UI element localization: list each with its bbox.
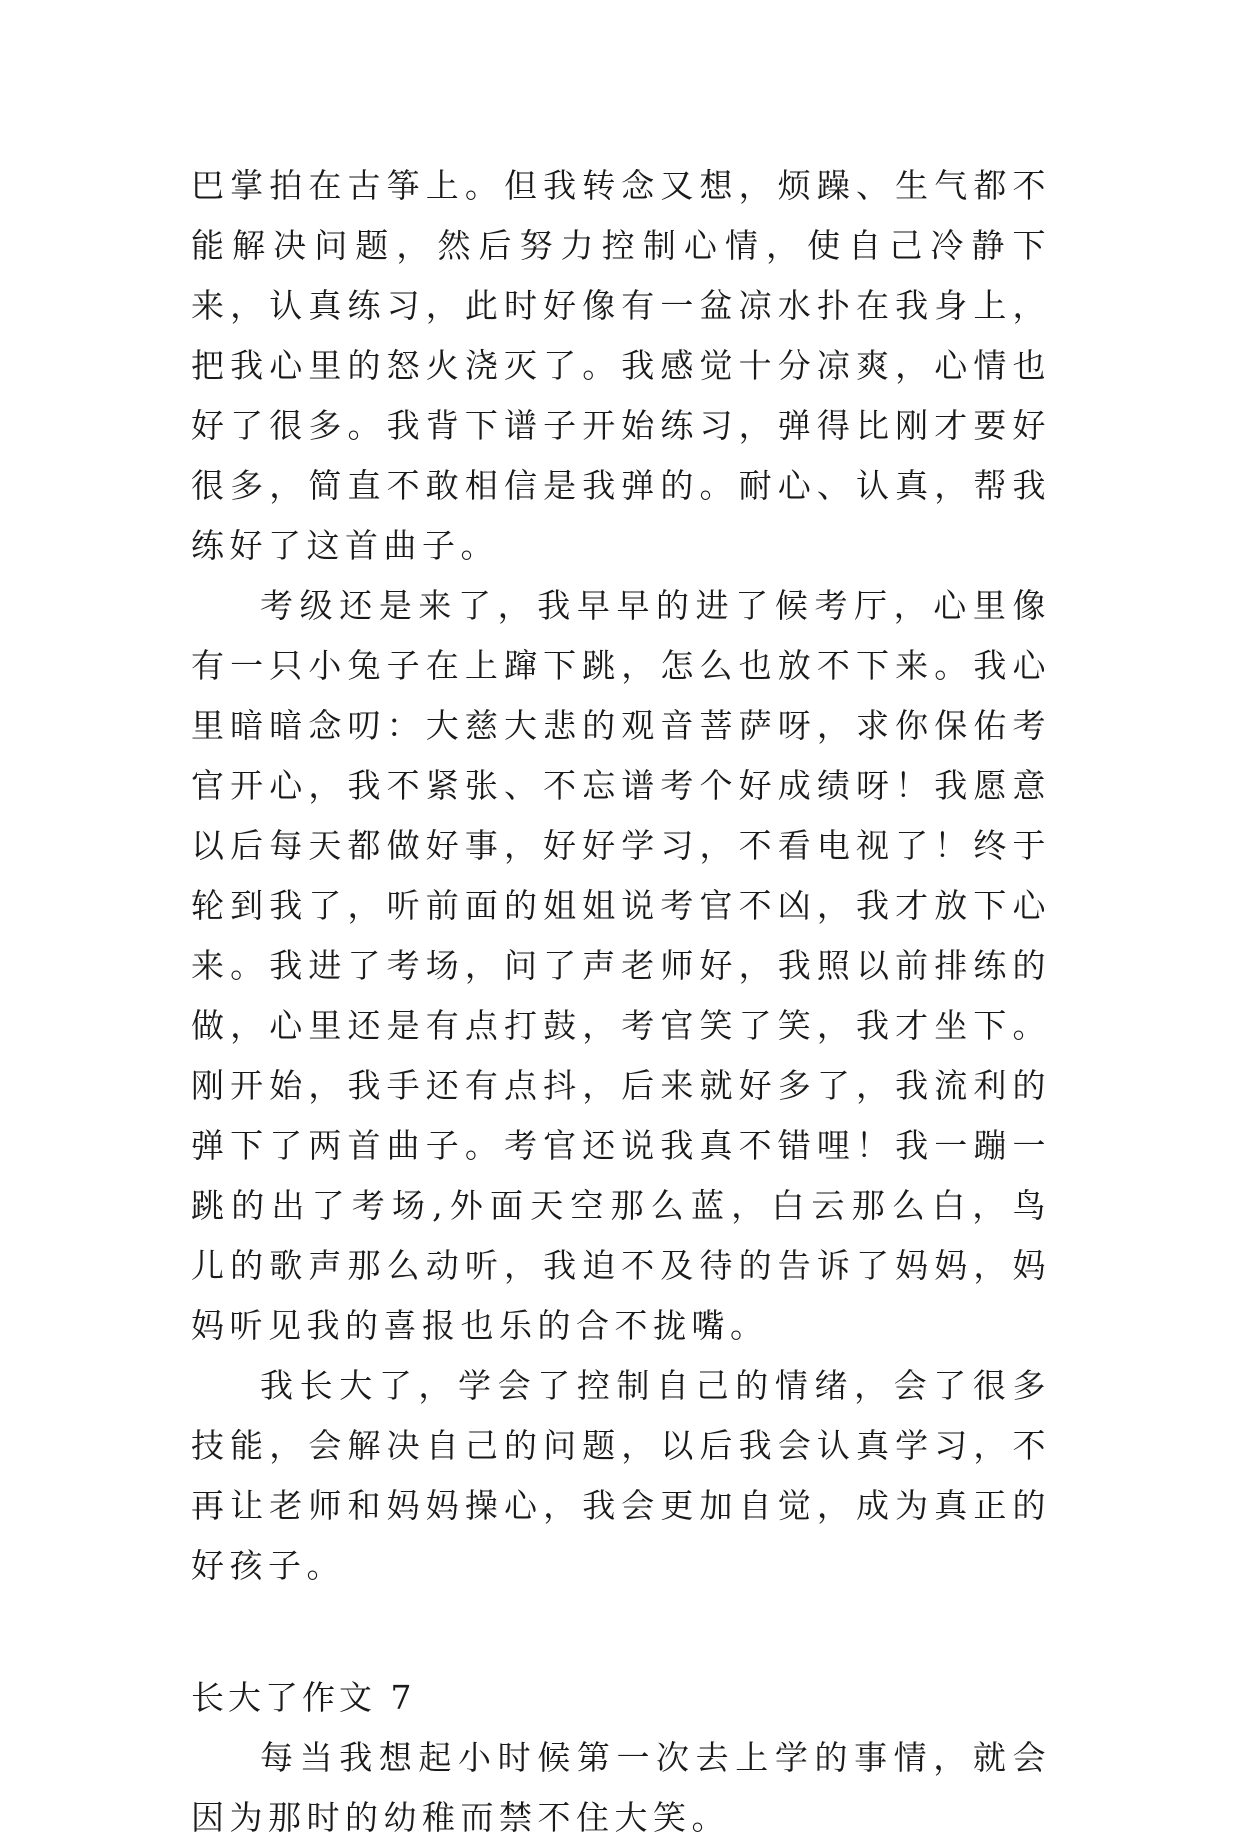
document-body <box>191 156 1051 1848</box>
paragraph-2: 考级还是来了，我早早的进了候考厅，心里像有一只小兔子在上蹿下跳，怎么也放不下来。我心里暗暗念叨：大慈大悲的观音菩萨呀，求你保佑考官开心，我不紧张、不忘谱考个好成绩呀！我愿意以后每天都做好事，好好学习，不看电视了！终于轮到我了，听前面的姐姐说考官不凶，我才放下心来。我进了考场，问了声老师好，我照以前排练的做，心里还是有点打鼓，考官笑了笑，我才坐下。刚开始，我手还有点抖，后来就好多了，我流利的弹下了两首曲子。考官还说我真不错哩！我一蹦一跳的出了考场,外面天空那么蓝，白云那么白，鸟儿的歌声那么动听，我迫不及待的告诉了妈妈，妈妈听见我的喜报也乐的合不拢嘴。 <box>191 586 1051 1345</box>
section-heading: 长大了作文 7 <box>191 1678 416 1717</box>
paragraph-3: 我长大了，学会了控制自己的情绪，会了很多技能，会解决自己的问题，以后我会认真学习，不再让老师和妈妈操心，我会更加自觉，成为真正的好孩子。 <box>191 1366 1051 1585</box>
paragraph-4: 每当我想起小时候第一次去上学的事情，就会因为那时的幼稚而禁不住大笑。 <box>191 1738 1051 1837</box>
paragraph-1: 巴掌拍在古筝上。但我转念又想，烦躁、生气都不能解决问题，然后努力控制心情，使自己冷静下来，认真练习，此时好像有一盆凉水扑在我身上，把我心里的怒火浇灭了。我感觉十分凉爽，心情也好了很多。我背下谱子开始练习，弹得比刚才要好很多，简直不敢相信是我弹的。耐心、认真，帮我练好了这首曲子。 <box>191 166 1051 565</box>
